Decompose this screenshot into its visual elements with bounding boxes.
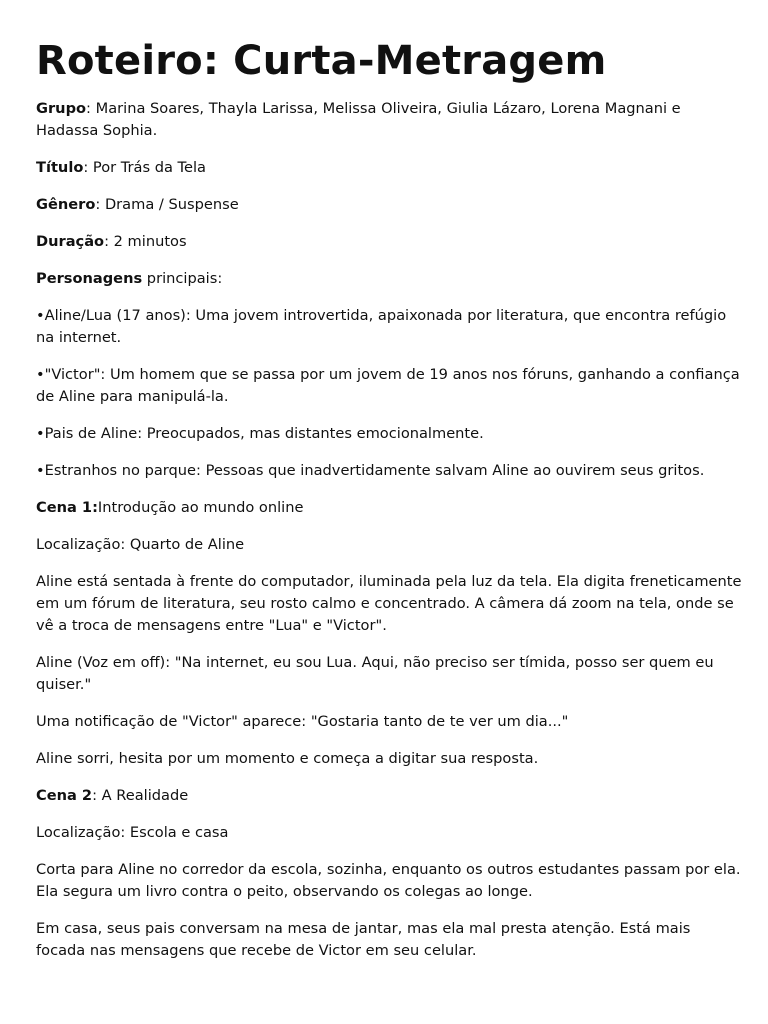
characters-label: Personagens: [36, 270, 143, 287]
character-item: •Estranhos no parque: Pessoas que inadvertidamente salvam Aline ao ouvirem seus gritos.: [36, 462, 705, 479]
characters-heading: [36, 268, 742, 290]
character-item: •Aline/Lua (17 anos): Uma jovem introvertida, apaixonada por literatura, que encontra refúgio na internet.: [36, 307, 727, 346]
title-label: Título: [36, 159, 84, 176]
scene1-paragraph: Aline (Voz em off): "Na internet, eu sou Lua. Aqui, não preciso ser tímida, posso ser quem eu quiser.": [36, 654, 714, 693]
scene1-heading: [36, 497, 742, 519]
scene1-label: Cena 1:: [36, 499, 98, 516]
group-line: [36, 98, 742, 142]
genre-text: : Drama / Suspense: [95, 196, 239, 213]
duration-line: [36, 231, 742, 253]
scene2-heading: [36, 785, 742, 807]
scene2-paragraph: Corta para Aline no corredor da escola, sozinha, enquanto os outros estudantes passam por ela. Ela segura um livro contra o peito, observando os colegas ao longe.: [36, 861, 741, 900]
duration-text: : 2 minutos: [104, 233, 187, 250]
scene1-paragraph: Uma notificação de "Victor" aparece: "Gostaria tanto de te ver um dia...": [36, 713, 569, 730]
title-line: [36, 157, 742, 179]
scene2-title: : A Realidade: [92, 787, 189, 804]
character-item: •"Victor": Um homem que se passa por um jovem de 19 anos nos fóruns, ganhando a confiança de Aline para manipulá-la.: [36, 366, 740, 405]
scene2-location: Localização: Escola e casa: [36, 824, 229, 841]
scene2-paragraph: Em casa, seus pais conversam na mesa de jantar, mas ela mal presta atenção. Está mais focada nas mensagens que recebe de Victor em seu celular.: [36, 920, 691, 959]
duration-label: Duração: [36, 233, 105, 250]
characters-heading-text: principais:: [142, 270, 223, 287]
scene1-title: Introdução ao mundo online: [97, 499, 304, 516]
group-label: Grupo: [36, 100, 87, 117]
scene1-paragraph: Aline sorri, hesita por um momento e começa a digitar sua resposta.: [36, 750, 539, 767]
group-text: : Marina Soares, Thayla Larissa, Melissa Oliveira, Giulia Lázaro, Lorena Magnani e Hadassa Sophia.: [36, 100, 681, 139]
scene2-label: Cena 2: [36, 787, 93, 804]
character-item: •Pais de Aline: Preocupados, mas distantes emocionalmente.: [36, 425, 484, 442]
scene1-paragraph: Aline está sentada à frente do computador, iluminada pela luz da tela. Ela digita freneticamente em um fórum de literatura, seu rosto calmo e concentrado. A câmera dá zoom na tela, onde se vê a troca de mensagens entre "Lua" e "Victor".: [36, 573, 742, 634]
document-title: Roteiro: Curta-Metragem: [36, 38, 607, 84]
genre-line: [36, 194, 742, 216]
document-page: [36, 38, 742, 977]
genre-label: Gênero: [36, 196, 96, 213]
scene1-location: Localização: Quarto de Aline: [36, 536, 245, 553]
title-text: : Por Trás da Tela: [83, 159, 206, 176]
